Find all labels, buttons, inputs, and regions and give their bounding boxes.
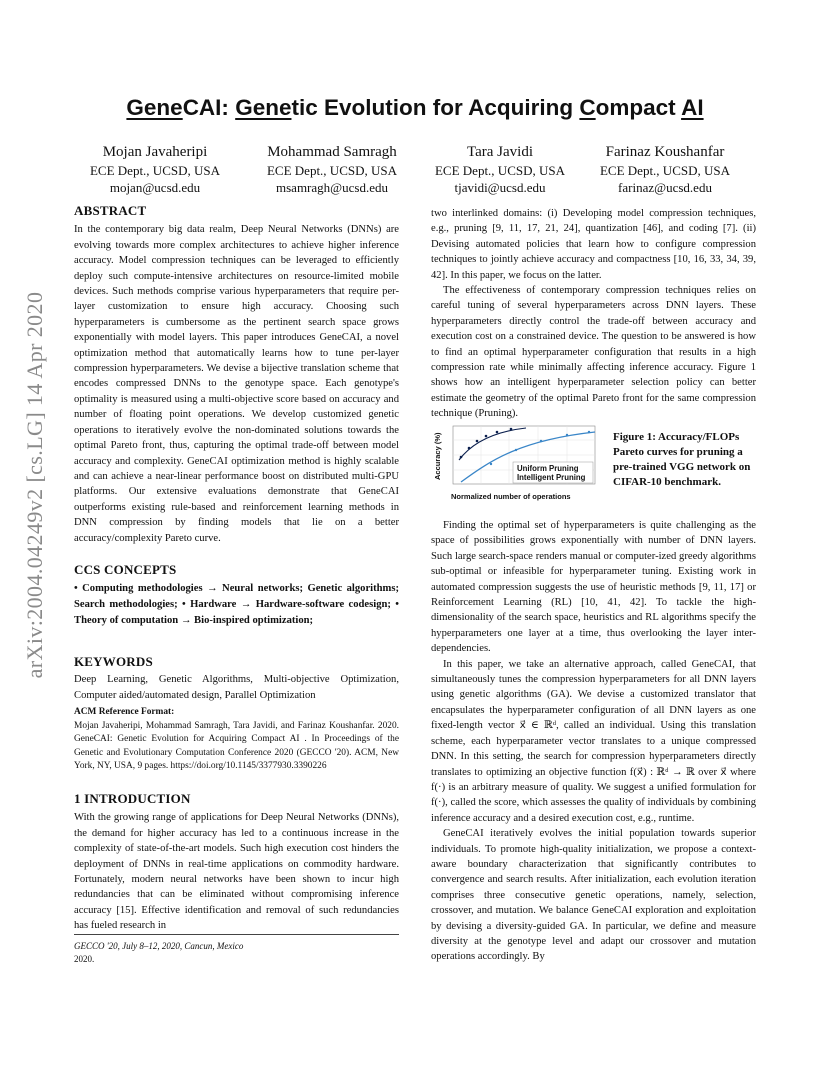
right-column-top [431, 206, 756, 422]
author-name: Tara Javidi [466, 144, 533, 160]
author-4 [580, 143, 750, 196]
title-part-1: CAI: [182, 95, 236, 120]
author-3 [415, 143, 585, 196]
title-part-2: tic Evolution for Acquiring [291, 95, 580, 120]
footnote-rule [74, 934, 399, 935]
paragraph-optimal-set: Finding the optimal set of hyperparameters is quite challenging as the space of possibilities grows exponentially with number of DNN layers. Such large search-space renders manual or computer-ized greedy algorithms sub-optimal or infeasible for hyperparameter tuning. Existing work in automated compression suggests the use of heuristic methods [9, 11, 17] or Reinforcement Learning (RL) [10, 41, 42]. To tackle the high-dimensionality of the search space, heuristics and RL algorithms specify the hyperparameters one layer at a time, thus overlooking the layer inter-dependencies. [431, 520, 756, 655]
paper-title [70, 95, 760, 121]
title-underline-3: C [579, 95, 596, 120]
legend-intelligent-label: Intelligent Pruning [517, 473, 586, 482]
abstract-heading: ABSTRACT [74, 203, 147, 218]
introduction-section [74, 791, 399, 934]
conference-venue: GECCO '20, July 8–12, 2020, Cancun, Mexico [74, 941, 244, 951]
left-column [74, 203, 399, 546]
figure-y-axis-label: Accuracy (%) [433, 432, 442, 480]
keywords-text: Deep Learning, Genetic Algorithms, Multi-objective Optimization, Computer aided/automated design, Parallel Optimization [74, 674, 399, 701]
ccs-heading: CCS CONCEPTS [74, 562, 177, 577]
author-affiliation: ECE Dept., UCSD, USA [599, 163, 730, 178]
author-block [70, 143, 760, 203]
author-affiliation: ECE Dept., UCSD, USA [434, 163, 565, 178]
author-affiliation: ECE Dept., UCSD, USA [266, 163, 397, 178]
keywords-section [74, 654, 399, 704]
conference-footnote [74, 940, 399, 966]
author-email: tjavidi@ucsd.edu [454, 180, 546, 195]
author-affiliation: ECE Dept., UCSD, USA [89, 163, 220, 178]
keywords-heading: KEYWORDS [74, 654, 153, 669]
author-1 [70, 143, 240, 196]
figure-caption: Figure 1: Accuracy/FLOPs Pareto curves for pruning a pre-trained VGG network on CIFAR-10 benchmark. [613, 431, 751, 488]
author-email: farinaz@ucsd.edu [618, 180, 712, 195]
abstract-text: In the contemporary big data realm, Deep Neural Networks (DNNs) are evolving towards more complex architectures to achieve higher inference accuracy. Model compression techniques can be leveraged to efficiently deploy such compute-intensive architectures on resource-limited mobile devices. Such methods comprise various hyperparameters that require per-layer customization to ensure high accuracy. Choosing such hyperparameters is cumbersome as the pertinent search space grows exponentially with model layers. This paper introduces GeneCAI, a novel optimization method that automatically learns how to tune per-layer compression hyperparameters. We devise a bijective translation scheme that encodes compressed DNNs to the genotype space. Each genotype's optimality is measured using a multi-objective score based on accuracy and number of floating point operations. We develop customized genetic operations to iteratively evolve the non-dominated solutions towards the optimal Pareto front, thus, capturing the optimal trade-off between model accuracy and complexity. GeneCAI optimization method is highly scalable and can achieve a near-linear performance boost on distributed multi-GPU platforms. Our extensive evaluations demonstrate that GeneCAI outperforms existing rule-based and reinforcement learning methods in DNN compression by finding models that lie on a better accuracy/complexity Pareto curve. [74, 224, 399, 544]
title-underline-2: Gene [235, 95, 292, 120]
title-underline-1: Gene [126, 95, 183, 120]
conference-year: 2020. [74, 954, 95, 964]
title-underline-4: AI [681, 95, 704, 120]
author-email: mojan@ucsd.edu [109, 180, 201, 195]
ccs-section [74, 562, 399, 628]
paragraph-evolution: GeneCAI iteratively evolves the initial population towards superior individuals. To promote high-quality initialization, we propose a context-aware boundary characterization that significantly contributes to convergence and search results. After initialization, each evolution iteration comprises three consecutive genetic operations, namely, selection, crossover, and mutation. We balance GeneCAI exploration and exploitation by devising a diversity-guided GA. In particular, we define and measure diversity at the genotype level and adapt our crossover and mutation operations accordingly. By [431, 828, 756, 963]
author-name: Mojan Javaheripi [102, 144, 208, 160]
title-part-3: ompact [595, 95, 682, 120]
right-column-bottom [431, 518, 756, 965]
acm-reference-heading: ACM Reference Format: [74, 707, 175, 717]
author-2 [247, 143, 417, 196]
paragraph-approach: In this paper, we take an alternative approach, called GeneCAI, that simultaneously tunes the compression hyperparameters for all DNN layers using genetic algorithms (GA). We devise a customized translator that encapsulates the hyperparameter configuration of all DNN layers as one fixed-length vector x⃗ ∈ ℝᵈ, called an individual. Using this translation scheme, each hyperparameter vector translates to a unique compressed DNN. In this setting, the search for compression hyperparameters directly translates to optimizing an objective function f(x⃗) : ℝᵈ → ℝ over x⃗ where f(·) is an arbitrary measure of quality. We suggest a unified formulation for f(·), called the score, which assesses the quality of individuals by combining inference accuracy and a desired execution cost, e.g., runtime. [431, 658, 756, 824]
legend-uniform-label: Uniform Pruning [517, 464, 579, 473]
author-email: msamragh@ucsd.edu [276, 180, 388, 195]
ccs-text: • Computing methodologies → Neural networks; Genetic algorithms; Search methodologies; • Hardware → Hardware-software codesign; • Theory of computation → Bio-inspired optimization; [74, 583, 399, 626]
acm-reference-text: Mojan Javaheripi, Mohammad Samragh, Tara Javidi, and Farinaz Koushanfar. 2020. GeneCAI: Genetic Evolution for Acquiring Compact AI . In Proceedings of the Genetic and Evolutionary Computation Conference 2020 (GECCO '20). ACM, New York, NY, USA, 9 pages. https://doi.org/10.1145/3377930.3390226 [74, 721, 399, 771]
introduction-text: With the growing range of applications for Deep Neural Networks (DNNs), the demand for higher accuracy has led to a continuous increase in the complexity of state-of-the-art models. Such high execution cost hinders the deployment of DNNs in real-time applications on commodity hardware. Fortunately, modern neural networks have been shown to incur high redundancies that can be eliminated without compromising inference accuracy [15]. Effective identification and removal of such redundancies has fueled research in [74, 812, 399, 932]
author-name: Farinaz Koushanfar [605, 144, 725, 160]
arxiv-stamp [20, 290, 50, 680]
author-name: Mohammad Samragh [267, 144, 397, 160]
arxiv-identifier: arXiv:2004.04249v2 [cs.LG] 14 Apr 2020 [22, 291, 47, 679]
pareto-figure [431, 420, 601, 502]
paragraph-effectiveness: The effectiveness of contemporary compression techniques relies on careful tuning of several hyperparameters across DNN layers. These hyperparameters directly control the trade-off between accuracy and execution cost on a constrained device. The question to be answered is how to find an optimal hyperparameter configuration that results in a high compression rate while minimally affecting inference accuracy. Figure 1 shows how an intelligent hyperparameter selection policy can better estimate the geometry of the optimal Pareto front for the same compression technique (Pruning). [431, 285, 756, 420]
introduction-heading: 1 INTRODUCTION [74, 791, 191, 806]
figure-x-axis-label: Normalized number of operations [451, 492, 571, 501]
paragraph-domains: two interlinked domains: (i) Developing model compression techniques, e.g., pruning [9, 11, 17, 21, 24], quantization [46], and coding [7]. (ii) Devising automated policies that learn how to configure compression techniques to jointly achieve accuracy and compactness [10, 16, 33, 34, 39, 42]. In this paper, we focus on the latter. [431, 208, 756, 281]
acm-reference [74, 706, 399, 773]
